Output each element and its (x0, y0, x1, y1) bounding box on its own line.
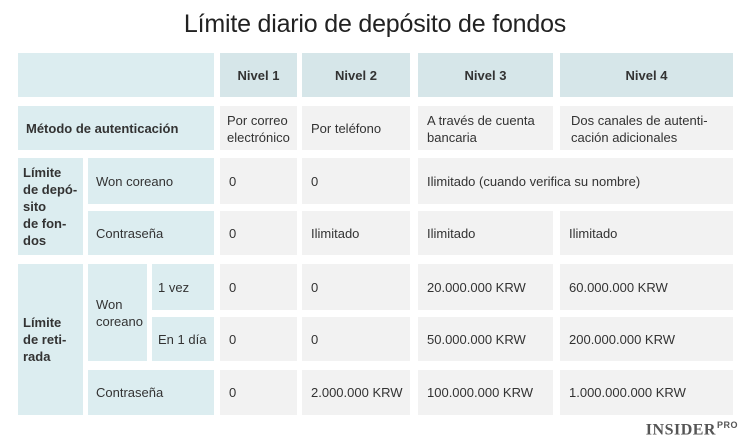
withdraw-won-label: Won coreano (88, 264, 147, 361)
logo-text: INSIDER (645, 421, 716, 438)
auth-level-3: A través de cuenta bancaria (418, 106, 553, 150)
withdraw-day-level-1: 0 (220, 317, 297, 361)
withdraw-day-label: En 1 día (152, 317, 214, 361)
header-level-3: Nivel 3 (418, 53, 553, 97)
page-title: Límite diario de depósito de fondos (183, 10, 567, 38)
auth-level-4: Dos canales de autenti- cación adicionales (560, 106, 733, 150)
withdraw-password-level-3: 100.000.000 KRW (418, 370, 553, 415)
withdraw-password-level-2: 2.000.000 KRW (302, 370, 410, 415)
withdraw-password-level-4: 1.000.000.000 KRW (560, 370, 733, 415)
withdraw-day-level-3: 50.000.000 KRW (418, 317, 553, 361)
auth-method-label: Método de autenticación (18, 106, 214, 150)
deposit-won-label: Won coreano (88, 158, 214, 204)
logo-pro-text: PRO (716, 419, 738, 430)
deposit-password-level-1: 0 (220, 211, 297, 255)
deposit-won-level-2: 0 (302, 158, 410, 204)
withdraw-limit-label: Límite de reti- rada (18, 264, 83, 415)
withdraw-once-level-3: 20.000.000 KRW (418, 264, 553, 310)
withdraw-once-level-2: 0 (302, 264, 410, 310)
header-corner (18, 53, 214, 97)
header-level-1: Nivel 1 (220, 53, 297, 97)
deposit-won-level-1: 0 (220, 158, 297, 204)
withdraw-day-level-4: 200.000.000 KRW (560, 317, 733, 361)
auth-level-2: Por teléfono (302, 106, 410, 150)
withdraw-day-level-2: 0 (302, 317, 410, 361)
deposit-password-level-2: Ilimitado (302, 211, 410, 255)
auth-level-1: Por correo electrónico (220, 106, 297, 150)
header-level-2: Nivel 2 (302, 53, 410, 97)
withdraw-password-label: Contraseña (88, 370, 214, 415)
header-level-4: Nivel 4 (560, 53, 733, 97)
deposit-limit-label: Límite de depó- sito de fon- dos (18, 158, 83, 255)
deposit-password-level-4: Ilimitado (560, 211, 733, 255)
withdraw-once-level-1: 0 (220, 264, 297, 310)
deposit-won-level-3-4: Ilimitado (cuando verifica su nombre) (418, 158, 733, 204)
withdraw-once-level-4: 60.000.000 KRW (560, 264, 733, 310)
deposit-password-level-3: Ilimitado (418, 211, 553, 255)
insider-pro-logo (646, 420, 738, 439)
withdraw-once-label: 1 vez (152, 264, 214, 310)
deposit-password-label: Contraseña (88, 211, 214, 255)
withdraw-password-level-1: 0 (220, 370, 297, 415)
